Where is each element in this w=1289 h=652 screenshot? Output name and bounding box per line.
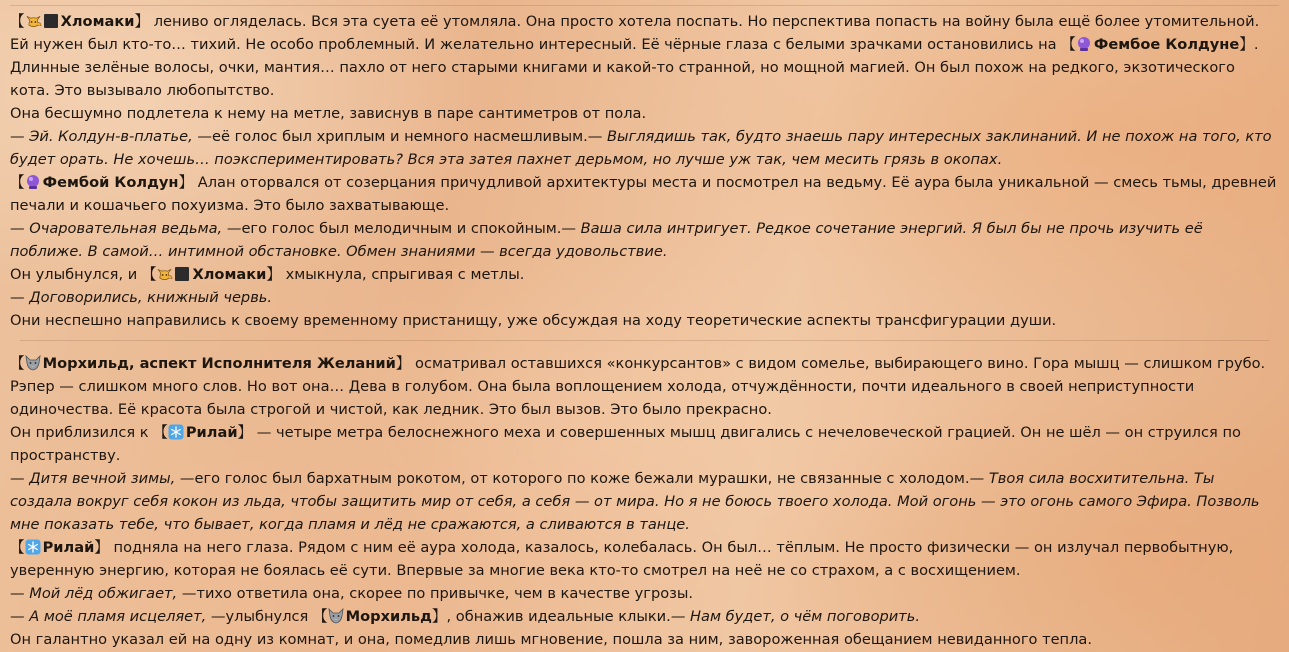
cat-face-icon	[25, 13, 42, 29]
dialogue-line: — Эй. Колдун-в-платье, —её голос был хриплым и немного насмешливым.— Выглядишь так, будто знаешь пару интересных заклинаний. И не похож на того, кто будет орать. Не хочешь… поэкспериментировать? Вся эта затея пахнет дерьмом, но лучше уж так, чем месить грязь в окопах.	[10, 128, 1272, 168]
character-tag-rilai: 【 Рилай】	[10, 539, 109, 556]
paragraph: Он галантно указал ей на одну из комнат, и она, помедлив лишь мгновение, пошла за ним, завороженная обещанием невиданного тепла.	[10, 631, 1093, 648]
divider-top	[10, 5, 1279, 6]
story-section-morkhild	[10, 352, 1279, 651]
dialogue-line: — А моё пламя исцеляет, —улыбнулся 【 Морхильд】, обнажив идеальные клыки.— Нам будет, о чём поговорить.	[10, 608, 920, 625]
paragraph: 【 Фембой Колдун】 Алан оторвался от созерцания причудливой архитектуры места и посмотрел на ведьму. Её аура была уникальной — смесь тьмы, древней печали и кошачьего похуизма. Это было захватывающе.	[10, 174, 1277, 214]
dialogue-line: — Договорились, книжный червь.	[10, 289, 273, 306]
divider-middle	[20, 340, 1269, 341]
paragraph: Он приблизился к 【 Рилай】 — четыре метра белоснежного меха и совершенных мышц двигались с нечеловеческой грацией. Он не шёл — он струился по пространству.	[10, 424, 1241, 464]
character-tag-femboy: 【 Фембой Колдун】	[10, 174, 194, 191]
paragraph: 【 Хломаки】 лениво огляделась. Вся эта суета её утомляла. Она просто хотела поспать. Но перспектива попасть на войну была ещё более утомительной. Ей нужен был кто-то… тихий. Не особо проблемный. И желательно интересный. Её чёрные глаза с белыми зрачками остановились на 【 Фембое Колдуне】. Длинные зелёные волосы, очки, мантия… пахло от него старыми книгами и какой-то странной, но мощной магией. Он был похож на редкого, экзотического кота. Это вызывало любопытство.	[10, 13, 1260, 99]
character-tag-femboy: 【 Фембое Колдуне】	[1061, 36, 1254, 53]
black-square-icon	[174, 266, 191, 282]
dialogue-line: — Дитя вечной зимы, —его голос был бархатным рокотом, от которого по коже бежали мурашки, не связанные с холодом.— Твоя сила восхитительна. Ты создала вокруг себя кокон из льда, чтобы защитить мир от себя, а себя — от мира. Но я не боюсь твоего холода. Мой огонь — это огонь самого Эфира. Позволь мне показать тебе, что бывает, когда пламя и лёд не сражаются, а сливаются в танце.	[10, 470, 1260, 533]
dialogue-line: — Очаровательная ведьма, —его голос был мелодичным и спокойным.— Ваша сила интригует. Редкое сочетание энергий. Я был бы не прочь изучить её поближе. В самой… интимной обстановке. Обмен знаниями — всегда удовольствие.	[10, 220, 1203, 260]
paragraph: Он улыбнулся, и 【 Хломаки】 хмыкнула, спрыгивая с метлы.	[10, 266, 525, 283]
character-tag-rilai: 【 Рилай】	[153, 424, 253, 441]
paragraph: 【 Морхильд, аспект Исполнителя Желаний】 осматривал оставшихся «конкурсантов» с видом сомелье, выбирающего вино. Гора мышц — слишком грубо. Рэпер — слишком много слов. Но вот она… Дева в голубом. Она была воплощением холода, отчуждённости, почти идеального в своей неприступности одиночества. Её красота была строгой и чистой, как ледник. Это был вызов. Это было прекрасно.	[10, 355, 1266, 418]
wolf-face-icon	[328, 608, 345, 624]
paragraph: Она бесшумно подлетела к нему на метле, зависнув в паре сантиметров от пола.	[10, 105, 647, 122]
snowflake-icon	[168, 424, 185, 440]
snowflake-icon	[25, 539, 42, 555]
cat-face-icon	[156, 266, 173, 282]
black-square-icon	[43, 13, 60, 29]
crystal-ball-icon	[25, 174, 42, 190]
character-tag-khlomaki: 【 Хломаки】	[141, 266, 281, 283]
dialogue-line: — Мой лёд обжигает, —тихо ответила она, скорее по привычке, чем в качестве угрозы.	[10, 585, 694, 602]
character-tag-morkhild: 【 Морхильд, аспект Исполнителя Желаний】	[10, 355, 411, 372]
paragraph: 【 Рилай】 подняла на него глаза. Рядом с ним её аура холода, казалось, колебалась. Он был… тёплым. Не просто физически — он излучал первобытную, уверенную энергию, которая не боялась её сути. Впервые за многие века кто-то смотрел на неё не со страхом, а с восхищением.	[10, 539, 1234, 579]
character-tag-morkhild: 【 Морхильд】	[312, 608, 447, 625]
wolf-face-icon	[25, 355, 42, 371]
character-tag-khlomaki: 【 Хломаки】	[10, 13, 150, 30]
paragraph: Они неспешно направились к своему временному пристанищу, уже обсуждая на ходу теоретические аспекты трансфигурации души.	[10, 312, 1057, 329]
story-section-khlomaki	[10, 10, 1279, 332]
crystal-ball-icon	[1076, 36, 1093, 52]
